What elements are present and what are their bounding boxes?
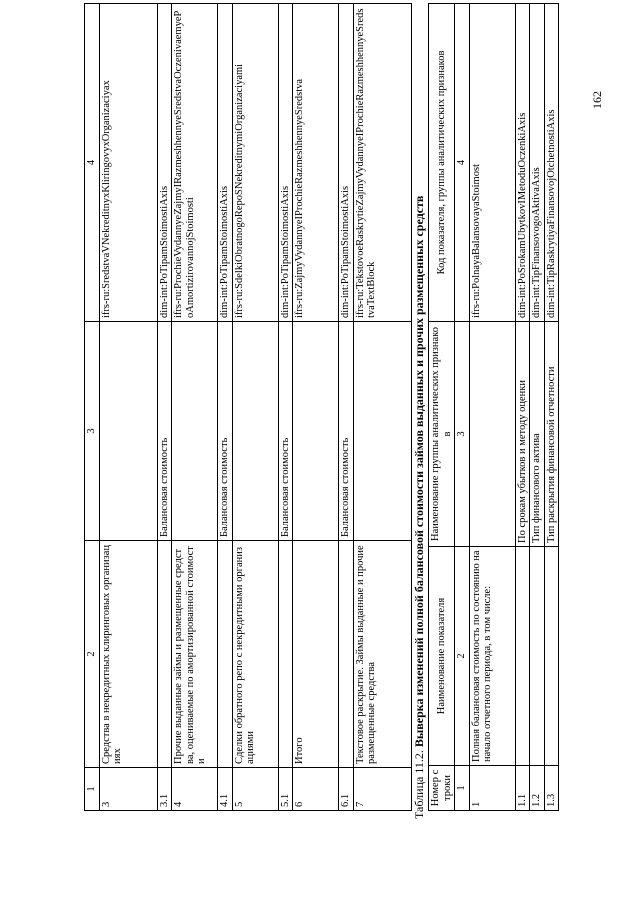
table-row	[339, 4, 354, 811]
indicator-name: Средства в некредитных клиринговых организациях	[99, 541, 157, 768]
indicator-code: ifrs-ru:ZajmyVydannyeIProchieRazmeshhennyeSredstva	[293, 4, 339, 322]
table-row	[353, 4, 411, 811]
row-number: 1.3	[544, 766, 559, 811]
indicator-name	[278, 541, 293, 768]
row-number: 3.1	[157, 768, 172, 811]
table-caption-title: Выверка изменений полной балансовой стоимости займов выданных и прочих размещенных средств	[412, 195, 426, 748]
row-number: 3	[99, 768, 157, 811]
indicator-code: ifrs-ru:ProchieVydannyeZajmyIRazmeshhennyeSredstvaOczenivaemyePoAmortizirovannojStoimosti	[172, 4, 218, 322]
table-top-header-row	[85, 4, 100, 811]
row-number: 4	[172, 768, 218, 811]
header-cell: 2	[455, 547, 470, 766]
group-name	[99, 322, 157, 541]
indicator-name	[157, 541, 172, 768]
row-number: 1	[469, 766, 515, 811]
indicator-code: dim-int:PoTipamStoimostiAxis	[218, 4, 233, 322]
table-row	[293, 4, 339, 811]
row-number: 5	[232, 768, 278, 811]
group-name	[293, 322, 339, 541]
indicator-code: dim-int:TipRaskrytiyaFinansovojOtchetnostiAxis	[544, 4, 559, 322]
group-name: Балансовая стоимость	[157, 322, 172, 541]
table-row	[172, 4, 218, 811]
header-cell-code: Код показателя, группы аналитических признаков	[429, 4, 455, 322]
indicator-name	[515, 547, 530, 766]
group-name: Тип раскрытия финансовой отчетности	[544, 322, 559, 547]
indicator-code: ifrs-ru:PolnayaBalansovayaStoimost	[469, 4, 515, 322]
indicator-code: ifrs-ru:SredstvaVNekreditnyxKliringovyxOrganizaciyax	[99, 4, 157, 322]
page-number: 162	[590, 91, 604, 109]
row-number: 7	[353, 768, 411, 811]
header-cell: 2	[85, 541, 100, 768]
group-name: По срокам убытков и методу оценки	[515, 322, 530, 547]
table-bottom-numbering-row	[455, 4, 470, 811]
indicator-code: ifrs-ru:SdelkiObratnogoRepoSNekreditnymiOrganizaciyami	[232, 4, 278, 322]
header-cell: 4	[455, 4, 470, 322]
header-cell: 3	[455, 322, 470, 547]
indicator-name	[218, 541, 233, 768]
indicator-name: Прочие выданные займы и размещенные средства, оцениваемые по амортизированной стоимости	[172, 541, 218, 768]
table-row	[232, 4, 278, 811]
group-name	[232, 322, 278, 541]
header-cell: 1	[85, 768, 100, 811]
table-bottom	[428, 3, 559, 811]
indicator-code: dim-int:TipFinansovogoAktivaAxis	[530, 4, 545, 322]
row-number: 5.1	[278, 768, 293, 811]
indicator-code: dim-int:PoTipamStoimostiAxis	[339, 4, 354, 322]
indicator-code: dim-int:PoTipamStoimostiAxis	[278, 4, 293, 322]
group-name: Балансовая стоимость	[278, 322, 293, 541]
table-caption	[412, 19, 426, 819]
row-number: 1.1	[515, 766, 530, 811]
header-cell: 4	[85, 4, 100, 322]
table-row	[278, 4, 293, 811]
table-bottom-header-row	[429, 4, 455, 811]
indicator-name	[530, 547, 545, 766]
row-number: 4.1	[218, 768, 233, 811]
indicator-name: Текстовое раскрытие. Займы выданные и прочие размещенные средства	[353, 541, 411, 768]
group-name: Балансовая стоимость	[218, 322, 233, 541]
table-row	[469, 4, 515, 811]
indicator-code: ifrs-ru:TekstovoeRaskrytieZajmyVydannyeIProchieRazmeshhennyeSredstvaTextBlock	[353, 4, 411, 322]
table-row	[218, 4, 233, 811]
group-name: Тип финансового актива	[530, 322, 545, 547]
group-name	[172, 322, 218, 541]
header-cell: 1	[455, 766, 470, 811]
row-number: 1.2	[530, 766, 545, 811]
table-row	[99, 4, 157, 811]
group-name	[353, 322, 411, 541]
table-top	[84, 3, 412, 811]
indicator-name: Сделки обратного репо с некредитными организациями	[232, 541, 278, 768]
header-cell-indicator-name: Наименование показателя	[429, 547, 455, 766]
indicator-name: Итого	[293, 541, 339, 768]
header-cell-row-number: Номер строки	[429, 766, 455, 811]
indicator-name: Полная балансовая стоимость по состоянию на начало отчетного периода, в том числе:	[469, 547, 515, 766]
group-name	[469, 322, 515, 547]
indicator-code: dim-int:PoTipamStoimostiAxis	[157, 4, 172, 322]
indicator-code: dim-int:PoSrokamUbytkovIMetoduOczenkiAxis	[515, 4, 530, 322]
row-number: 6.1	[339, 768, 354, 811]
header-cell: 3	[85, 322, 100, 541]
table-row	[157, 4, 172, 811]
indicator-name	[339, 541, 354, 768]
table-row	[515, 4, 530, 811]
table-row	[544, 4, 559, 811]
header-cell-group-name: Наименование группы аналитических признаков	[429, 322, 455, 547]
table-row	[530, 4, 545, 811]
indicator-name	[544, 547, 559, 766]
row-number: 6	[293, 768, 339, 811]
table-caption-prefix: Таблица 11.2.	[412, 750, 426, 819]
group-name: Балансовая стоимость	[339, 322, 354, 541]
